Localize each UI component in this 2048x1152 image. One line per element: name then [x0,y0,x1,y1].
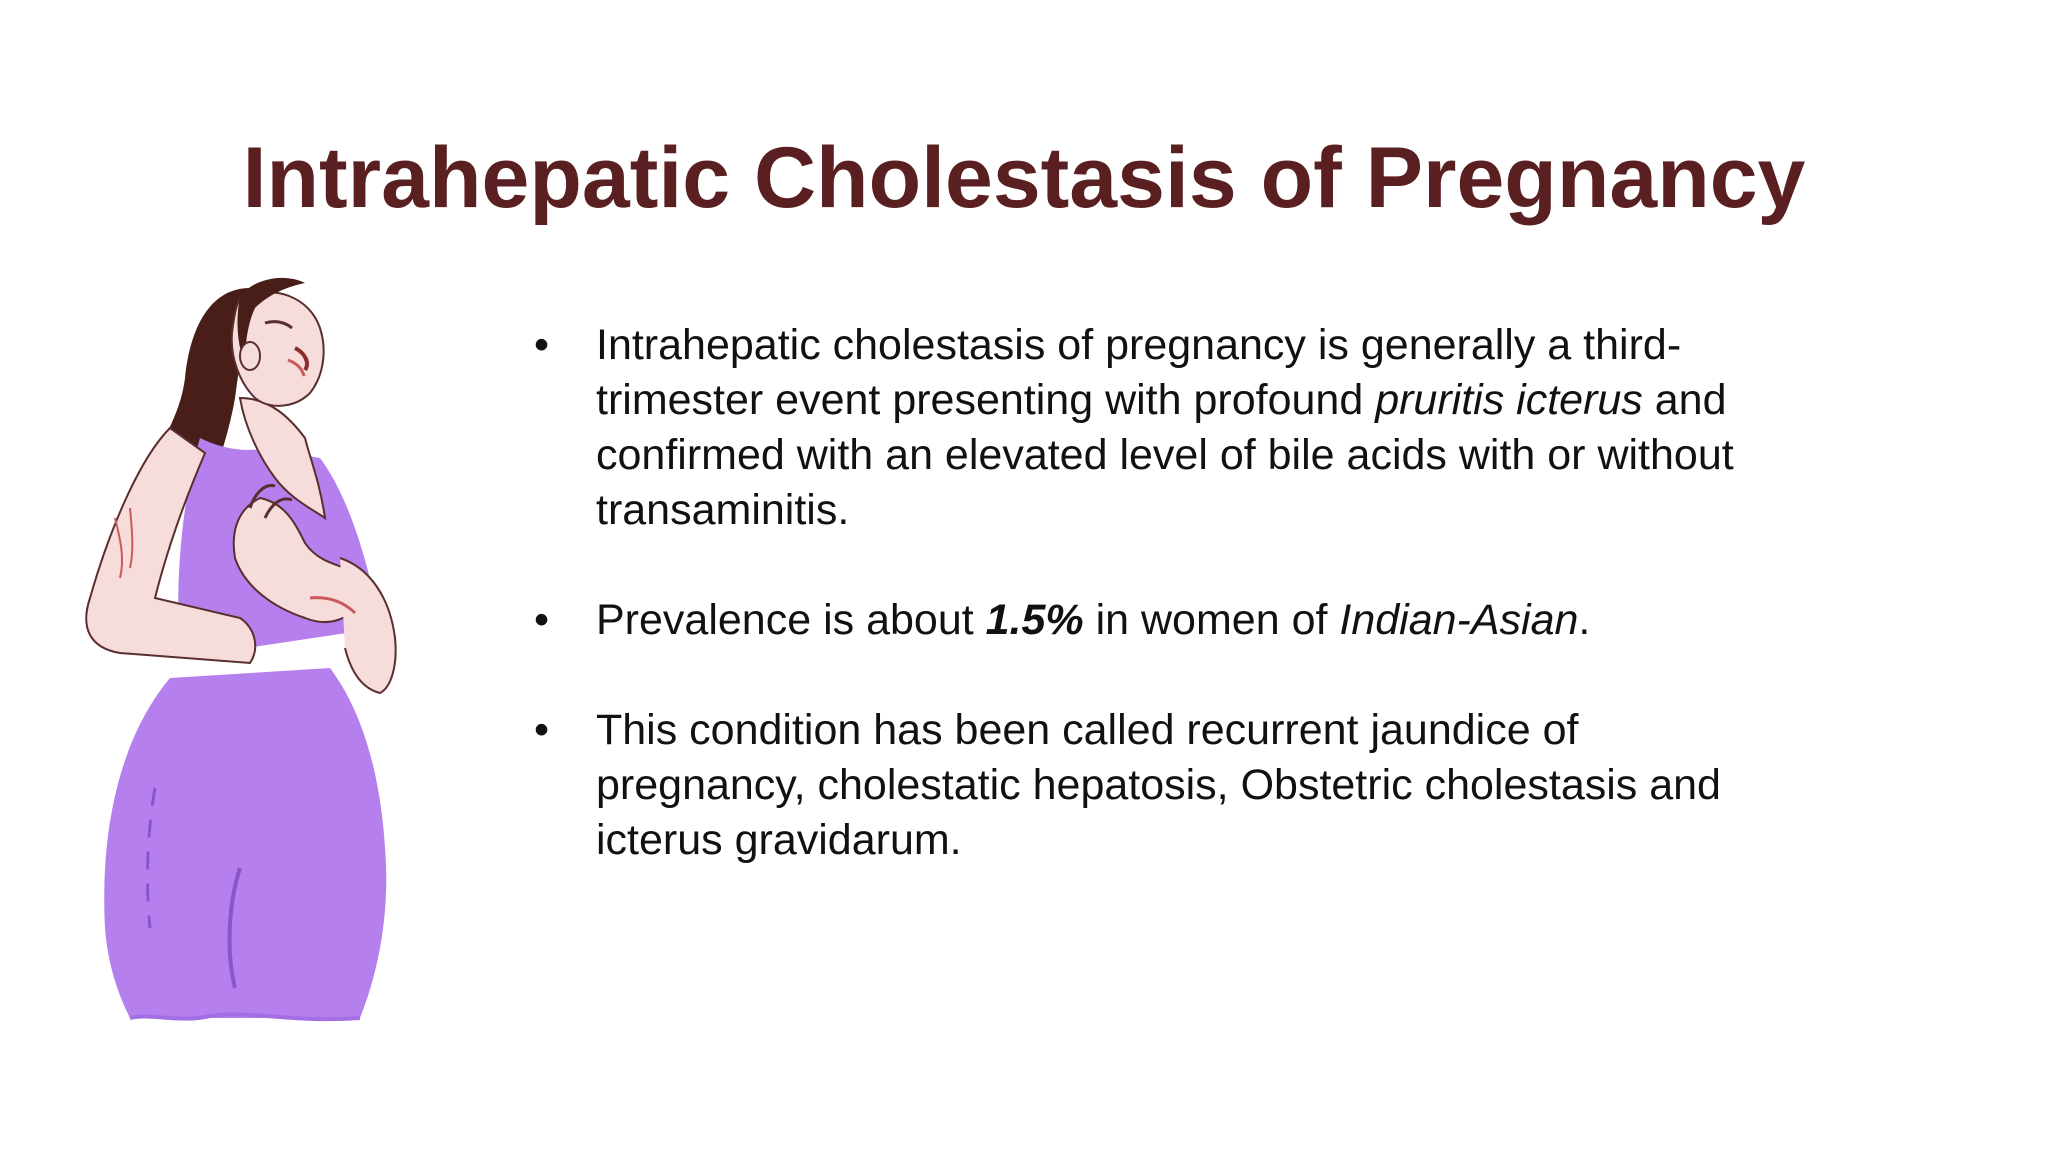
bullet-italic-text: pruritis icterus [1375,376,1643,424]
bullet-text: Intrahepatic cholestasis of pregnancy is generally a third-trimester event presenting with profound [596,321,1682,424]
bullet-italic-text: Indian-Asian [1339,596,1579,644]
bullet-item [526,703,1786,868]
bullet-text: . [1578,596,1591,644]
bullet-item [526,318,1786,538]
bullet-text: Prevalence is about [596,596,986,644]
slide-title: Intrahepatic Cholestasis of Pregnancy [242,130,1806,226]
bullet-item [526,593,1786,648]
bullet-text: and confirmed with an elevated level of bile acids with or without transaminitis. [596,376,1734,534]
bullet-list [526,318,1786,868]
pregnant-woman-itching-illustration-icon [60,268,520,1028]
bullet-text: in women of [1083,596,1340,644]
bullet-bold-italic-text: 1.5% [985,596,1084,644]
bullet-text: This condition has been called recurrent jaundice of pregnancy, cholestatic hepatosis, Obstetric cholestasis and icterus gravidarum. [596,706,1721,864]
